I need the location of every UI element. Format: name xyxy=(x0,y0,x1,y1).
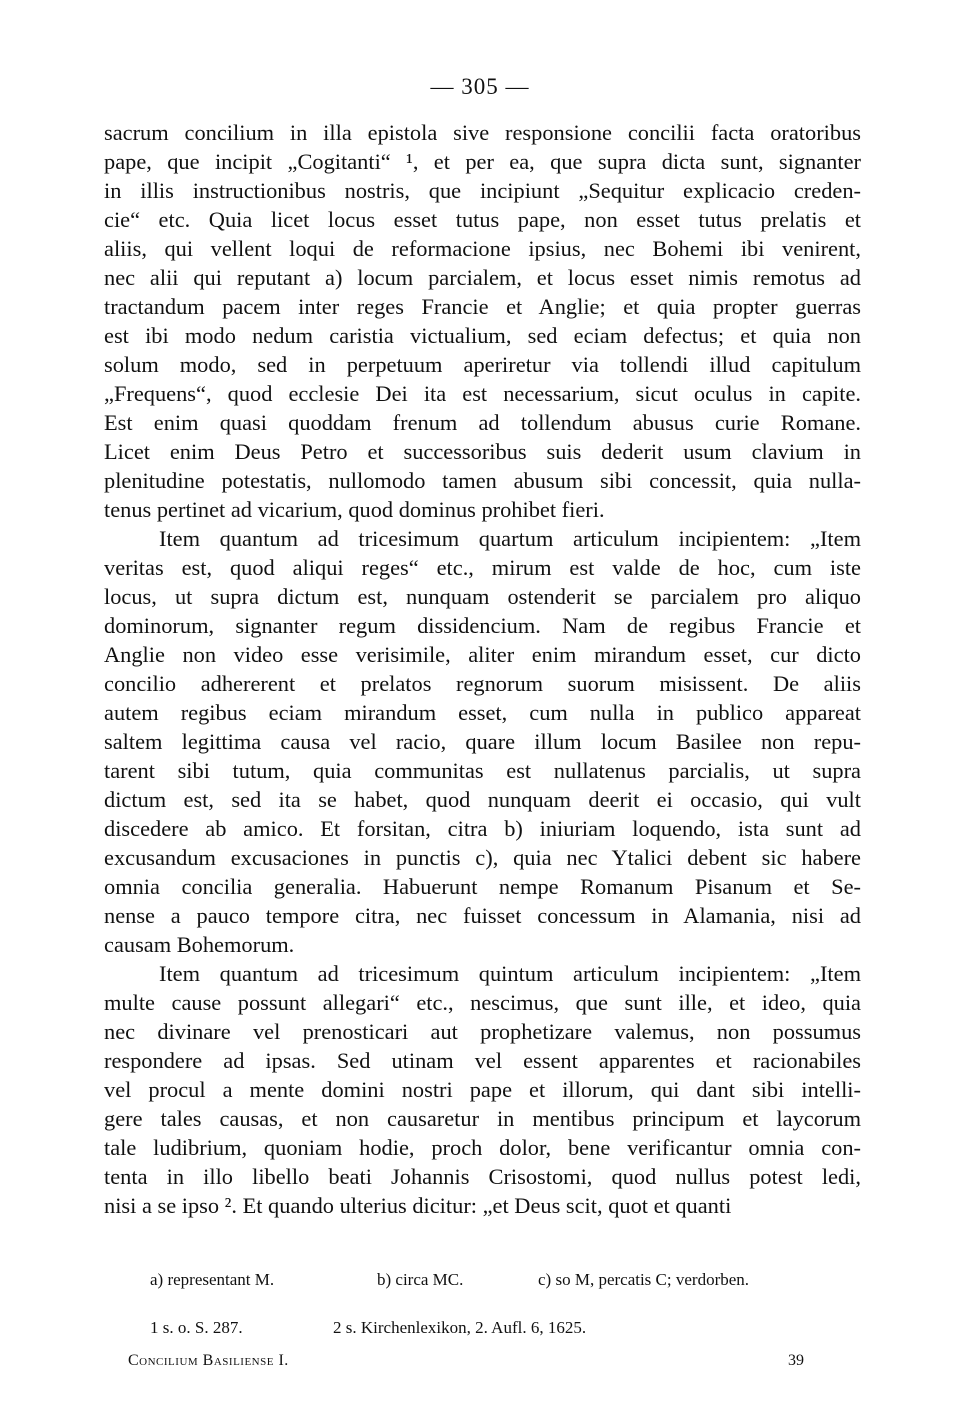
text-line: respondere ad ipsas. Sed utinam vel essent apparentes et racionabiles xyxy=(104,1048,861,1073)
footnote-2: 2 s. Kirchenlexikon, 2. Aufl. 6, 1625. xyxy=(333,1318,587,1337)
text-line: tenus pertinet ad vicarium, quod dominus prohibet fieri. xyxy=(104,497,605,522)
text-line: tale ludibrium, quoniam hodie, proch dolor, bene verificantur omnia con- xyxy=(104,1135,861,1160)
text-line: autem regibus eciam mirandum esset, cum nulla in publico appareat xyxy=(104,700,861,725)
text-line: tarent sibi tutum, quia communitas est nullatenus parcialis, ut supra xyxy=(104,758,861,783)
text-line: pape, que incipit „Cogitanti“ ¹, et per ea, que supra dicta sunt, signanter xyxy=(104,149,861,174)
text-line: tractandum pacem inter reges Francie et Anglie; et quia propter guerras xyxy=(104,294,861,319)
footnote-1: 1 s. o. S. 287. xyxy=(150,1318,243,1337)
page-number-header: — 305 — xyxy=(430,74,530,99)
paragraph-2 xyxy=(104,524,861,959)
text-line: discedere ab amico. Et forsitan, citra b) iniuriam loquendo, ista sunt ad xyxy=(104,816,861,841)
main-text xyxy=(104,118,861,1220)
text-line: concilio adhererent et prelatos regnorum suorum misissent. De aliis xyxy=(104,671,861,696)
text-line: aliis, qui vellent loqui de reformacione ipsius, nec Bohemi ibi venirent, xyxy=(104,236,861,261)
text-line: excusandum excusaciones in punctis c), quia nec Ytalici debent sic habere xyxy=(104,845,861,870)
footnote-c: c) so M, percatis C; verdorben. xyxy=(538,1270,750,1289)
text-line: Item quantum ad tricesimum quintum articulum incipientem: „Item xyxy=(159,961,861,986)
paragraph-3 xyxy=(104,959,861,1220)
text-line: tenta in illo libello beati Johannis Crisostomi, quod nullus potest ledi, xyxy=(104,1164,861,1189)
footnote-b: b) circa MC. xyxy=(377,1270,464,1289)
sheet-number: 39 xyxy=(788,1352,804,1369)
text-line: Anglie non video esse verisimile, aliter enim mirandum esset, cur dicto xyxy=(104,642,861,667)
text-line: saltem legittima causa vel racio, quare illum locum Basilee non repu- xyxy=(104,729,861,754)
text-line: dictum est, sed ita se habet, quod nunquam deerit ei occasio, qui vult xyxy=(104,787,861,812)
text-line: Est enim quasi quoddam frenum ad tollendum abusus curie Romane. xyxy=(104,410,861,435)
text-line: gere tales causas, et non causaretur in mentibus principum et laycorum xyxy=(104,1106,861,1131)
text-line: vel procul a mente domini nostri pape et illorum, qui dant sibi intelli- xyxy=(104,1077,861,1102)
text-line: est ibi modo nedum caristia victualium, sed eciam defectus; et quia non xyxy=(104,323,861,348)
text-line: plenitudine potestatis, nullomodo tamen abusum sibi concessit, quia nulla- xyxy=(104,468,861,493)
text-line: cie“ etc. Quia licet locus esset tutus pape, non esset tutus prelatis et xyxy=(104,207,861,232)
text-line: nisi a se ipso ². Et quando ulterius dicitur: „et Deus scit, quot et quanti xyxy=(104,1193,732,1218)
text-line: in illis instructionibus nostris, que incipiunt „Sequitur explicacio creden- xyxy=(104,178,861,203)
text-line: omnia concilia generalia. Habuerunt nempe Romanum Pisanum et Se- xyxy=(104,874,861,899)
paragraph-1 xyxy=(104,118,861,524)
text-line: nec divinare vel prenosticari aut prophetizare valemus, non possumus xyxy=(104,1019,861,1044)
text-line: nense a pauco tempore citra, nec fuisset concessum in Alamania, nisi ad xyxy=(104,903,861,928)
text-line: solum modo, sed in perpetuum aperiretur via tollendi illud capitulum xyxy=(104,352,861,377)
text-line: „Frequens“, quod ecclesie Dei ita est necessarium, sicut oculus in capite. xyxy=(104,381,861,406)
text-line: veritas est, quod aliqui reges“ etc., mirum est valde de hoc, cum iste xyxy=(104,555,861,580)
text-line: Item quantum ad tricesimum quartum articulum incipientem: „Item xyxy=(159,526,861,551)
text-line: multe cause possunt allegari“ etc., nescimus, que sunt ille, et ideo, quia xyxy=(104,990,861,1015)
text-line: causam Bohemorum. xyxy=(104,932,295,957)
text-line: sacrum concilium in illa epistola sive responsione concilii facta oratoribus xyxy=(104,120,861,145)
text-line: nec alii qui reputant a) locum parcialem, et locus esset nimis remotus ad xyxy=(104,265,861,290)
footnote-a: a) representant M. xyxy=(150,1270,275,1289)
text-line: Licet enim Deus Petro et successoribus suis dederit usum clavium in xyxy=(104,439,861,464)
text-line: locus, ut supra dictum est, nunquam ostenderit se parcialem pro aliquo xyxy=(104,584,861,609)
text-line: dominorum, signanter regum dissidencium. Nam de regibus Francie et xyxy=(104,613,861,638)
signature-label: Concilium Basiliense I. xyxy=(128,1352,289,1369)
